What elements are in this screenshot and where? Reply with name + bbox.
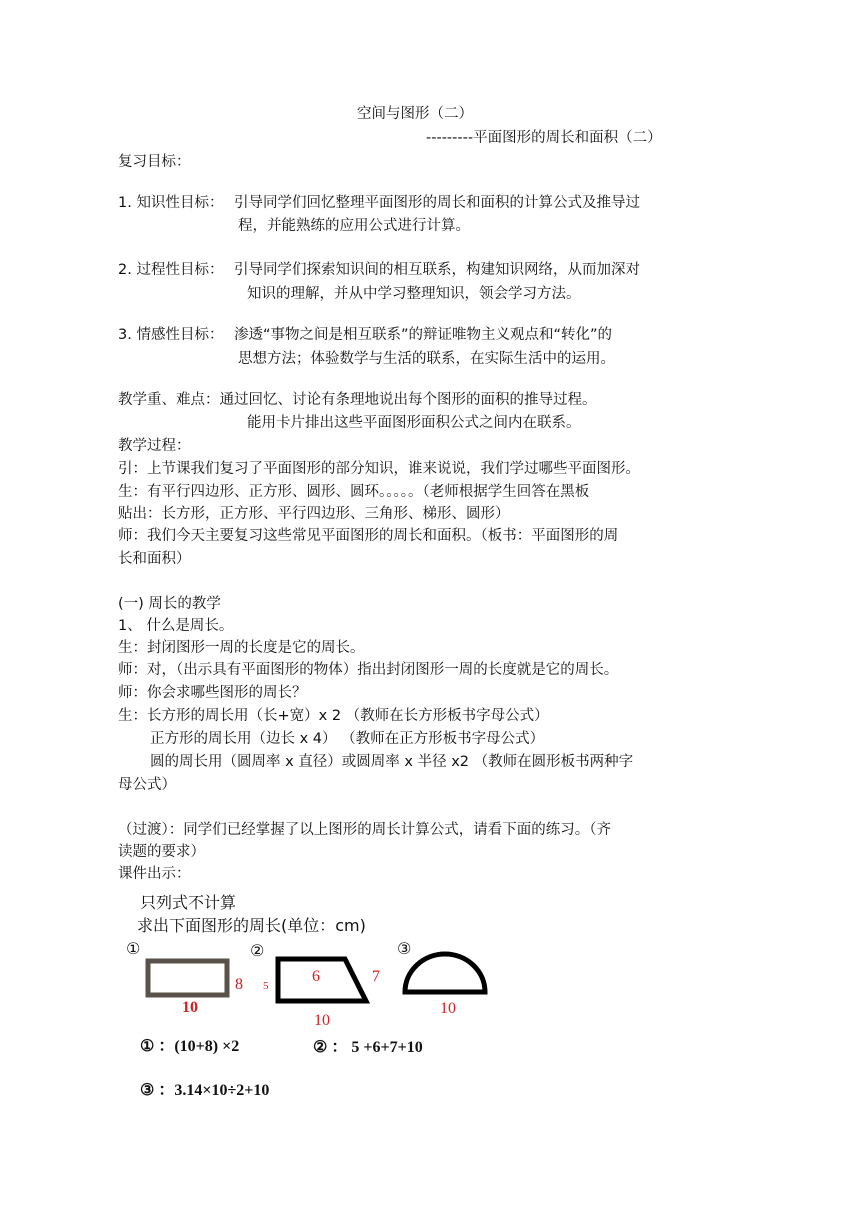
key-points-line1: 教学重、难点：通过回忆、讨论有条理地说出每个图形的面积的推导过程。 xyxy=(118,392,597,408)
goal1-line2: 程，并能熟练的应用公式进行计算。 xyxy=(238,218,470,234)
review-goals-heading: 复习目标： xyxy=(118,154,191,170)
answer-2: ② ： 5 +6+7+10 xyxy=(313,1039,423,1056)
goal3-line2: 思想方法；体验数学与生活的联系，在实际生活中的运用。 xyxy=(238,351,615,367)
perimeter-line4: 生：长方形的周长用（长+宽）x 2 （教师在长方形板书字母公式） xyxy=(118,708,549,724)
perimeter-line3: 师：你会求哪些图形的周长？ xyxy=(118,685,307,701)
transition-line2: 读题的要求） xyxy=(118,844,205,860)
trapezoid-left-label: 5 xyxy=(263,980,269,992)
rect-width-label: 10 xyxy=(182,999,198,1016)
transition-line1: （过渡）：同学们已经掌握了以上图形的周长计算公式，请看下面的练习。（齐 xyxy=(118,822,611,838)
perimeter-line5: 正方形的周长用（边长 x 4） （教师在正方形板书字母公式） xyxy=(150,731,545,747)
goal2-line1: 引导同学们探索知识间的相互联系，构建知识网络，从而加深对 xyxy=(234,262,640,278)
exercise-instruction: 只列式不计算 xyxy=(140,893,237,912)
process-line1: 引：上节课我们复习了平面图形的部分知识，谁来说说，我们学过哪些平面图形。 xyxy=(118,461,640,477)
process-line5: 长和面积） xyxy=(118,551,191,567)
perimeter-line1: 生：封闭图形一周的长度是它的周长。 xyxy=(118,640,365,656)
semicircle-diameter-label: 10 xyxy=(440,1000,456,1017)
semicircle-figure xyxy=(405,954,485,992)
trapezoid-right-label: 7 xyxy=(372,968,380,985)
figure2-number: ② xyxy=(250,941,265,960)
process-line2: 生：有平行四边形、正方形、圆形、圆环。。。。。（老师根据学生回答在黑板 xyxy=(118,484,590,500)
goal2-line2: 知识的理解，并从中学习整理知识，领会学习方法。 xyxy=(247,286,581,302)
goal3-line1: 渗透“事物之间是相互联系”的辩证唯物主义观点和“转化”的 xyxy=(234,327,613,343)
page-subtitle: ---------平面图形的周长和面积（二） xyxy=(426,130,662,146)
trapezoid-figure xyxy=(278,959,366,1001)
perimeter-line6: 圆的周长用（圆周率 x 直径）或圆周率 x 半径 x2 （教师在圆形板书两种字 xyxy=(150,754,634,770)
exercise-question: 求出下面图形的周长(单位：cm) xyxy=(137,916,366,935)
goal1-line1: 引导同学们回忆整理平面图形的周长和面积的计算公式及推导过 xyxy=(234,195,640,211)
process-line4: 师：我们今天主要复习这些常见平面图形的周长和面积。（板书：平面图形的周 xyxy=(118,528,619,544)
goal1-label: 1. 知识性目标： xyxy=(118,195,224,211)
trapezoid-top-label: 6 xyxy=(312,968,320,985)
figure3-number: ③ xyxy=(397,939,412,958)
courseware-label: 课件出示： xyxy=(118,866,191,882)
perimeter-line2: 师：对，（出示具有平面图形的物体）指出封闭图形一周的长度就是它的周长。 xyxy=(118,662,619,678)
process-line3: 贴出：长方形，正方形、平行四边形、三角形、梯形、圆形） xyxy=(118,506,510,522)
key-points-line2: 能用卡片排出这些平面图形面积公式之间内在联系。 xyxy=(247,415,581,431)
answer-3: ③ ：3.14×10÷2+10 xyxy=(140,1082,270,1099)
perimeter-line7: 母公式） xyxy=(118,777,176,793)
figure1-number: ① xyxy=(126,939,141,958)
rectangle-figure xyxy=(148,961,227,995)
rect-height-label: 8 xyxy=(235,976,243,993)
goal3-label: 3. 情感性目标： xyxy=(118,327,224,343)
answer-1: ① ：(10+8) ×2 xyxy=(140,1038,240,1055)
goal2-label: 2. 过程性目标： xyxy=(118,262,224,278)
perimeter-heading: (一) 周长的教学 xyxy=(118,596,221,612)
perimeter-q1: 1、 什么是周长。 xyxy=(118,618,234,634)
page-title: 空间与图形（二） xyxy=(357,106,473,122)
trapezoid-bottom-label: 10 xyxy=(314,1012,330,1029)
process-heading: 教学过程： xyxy=(118,438,191,454)
